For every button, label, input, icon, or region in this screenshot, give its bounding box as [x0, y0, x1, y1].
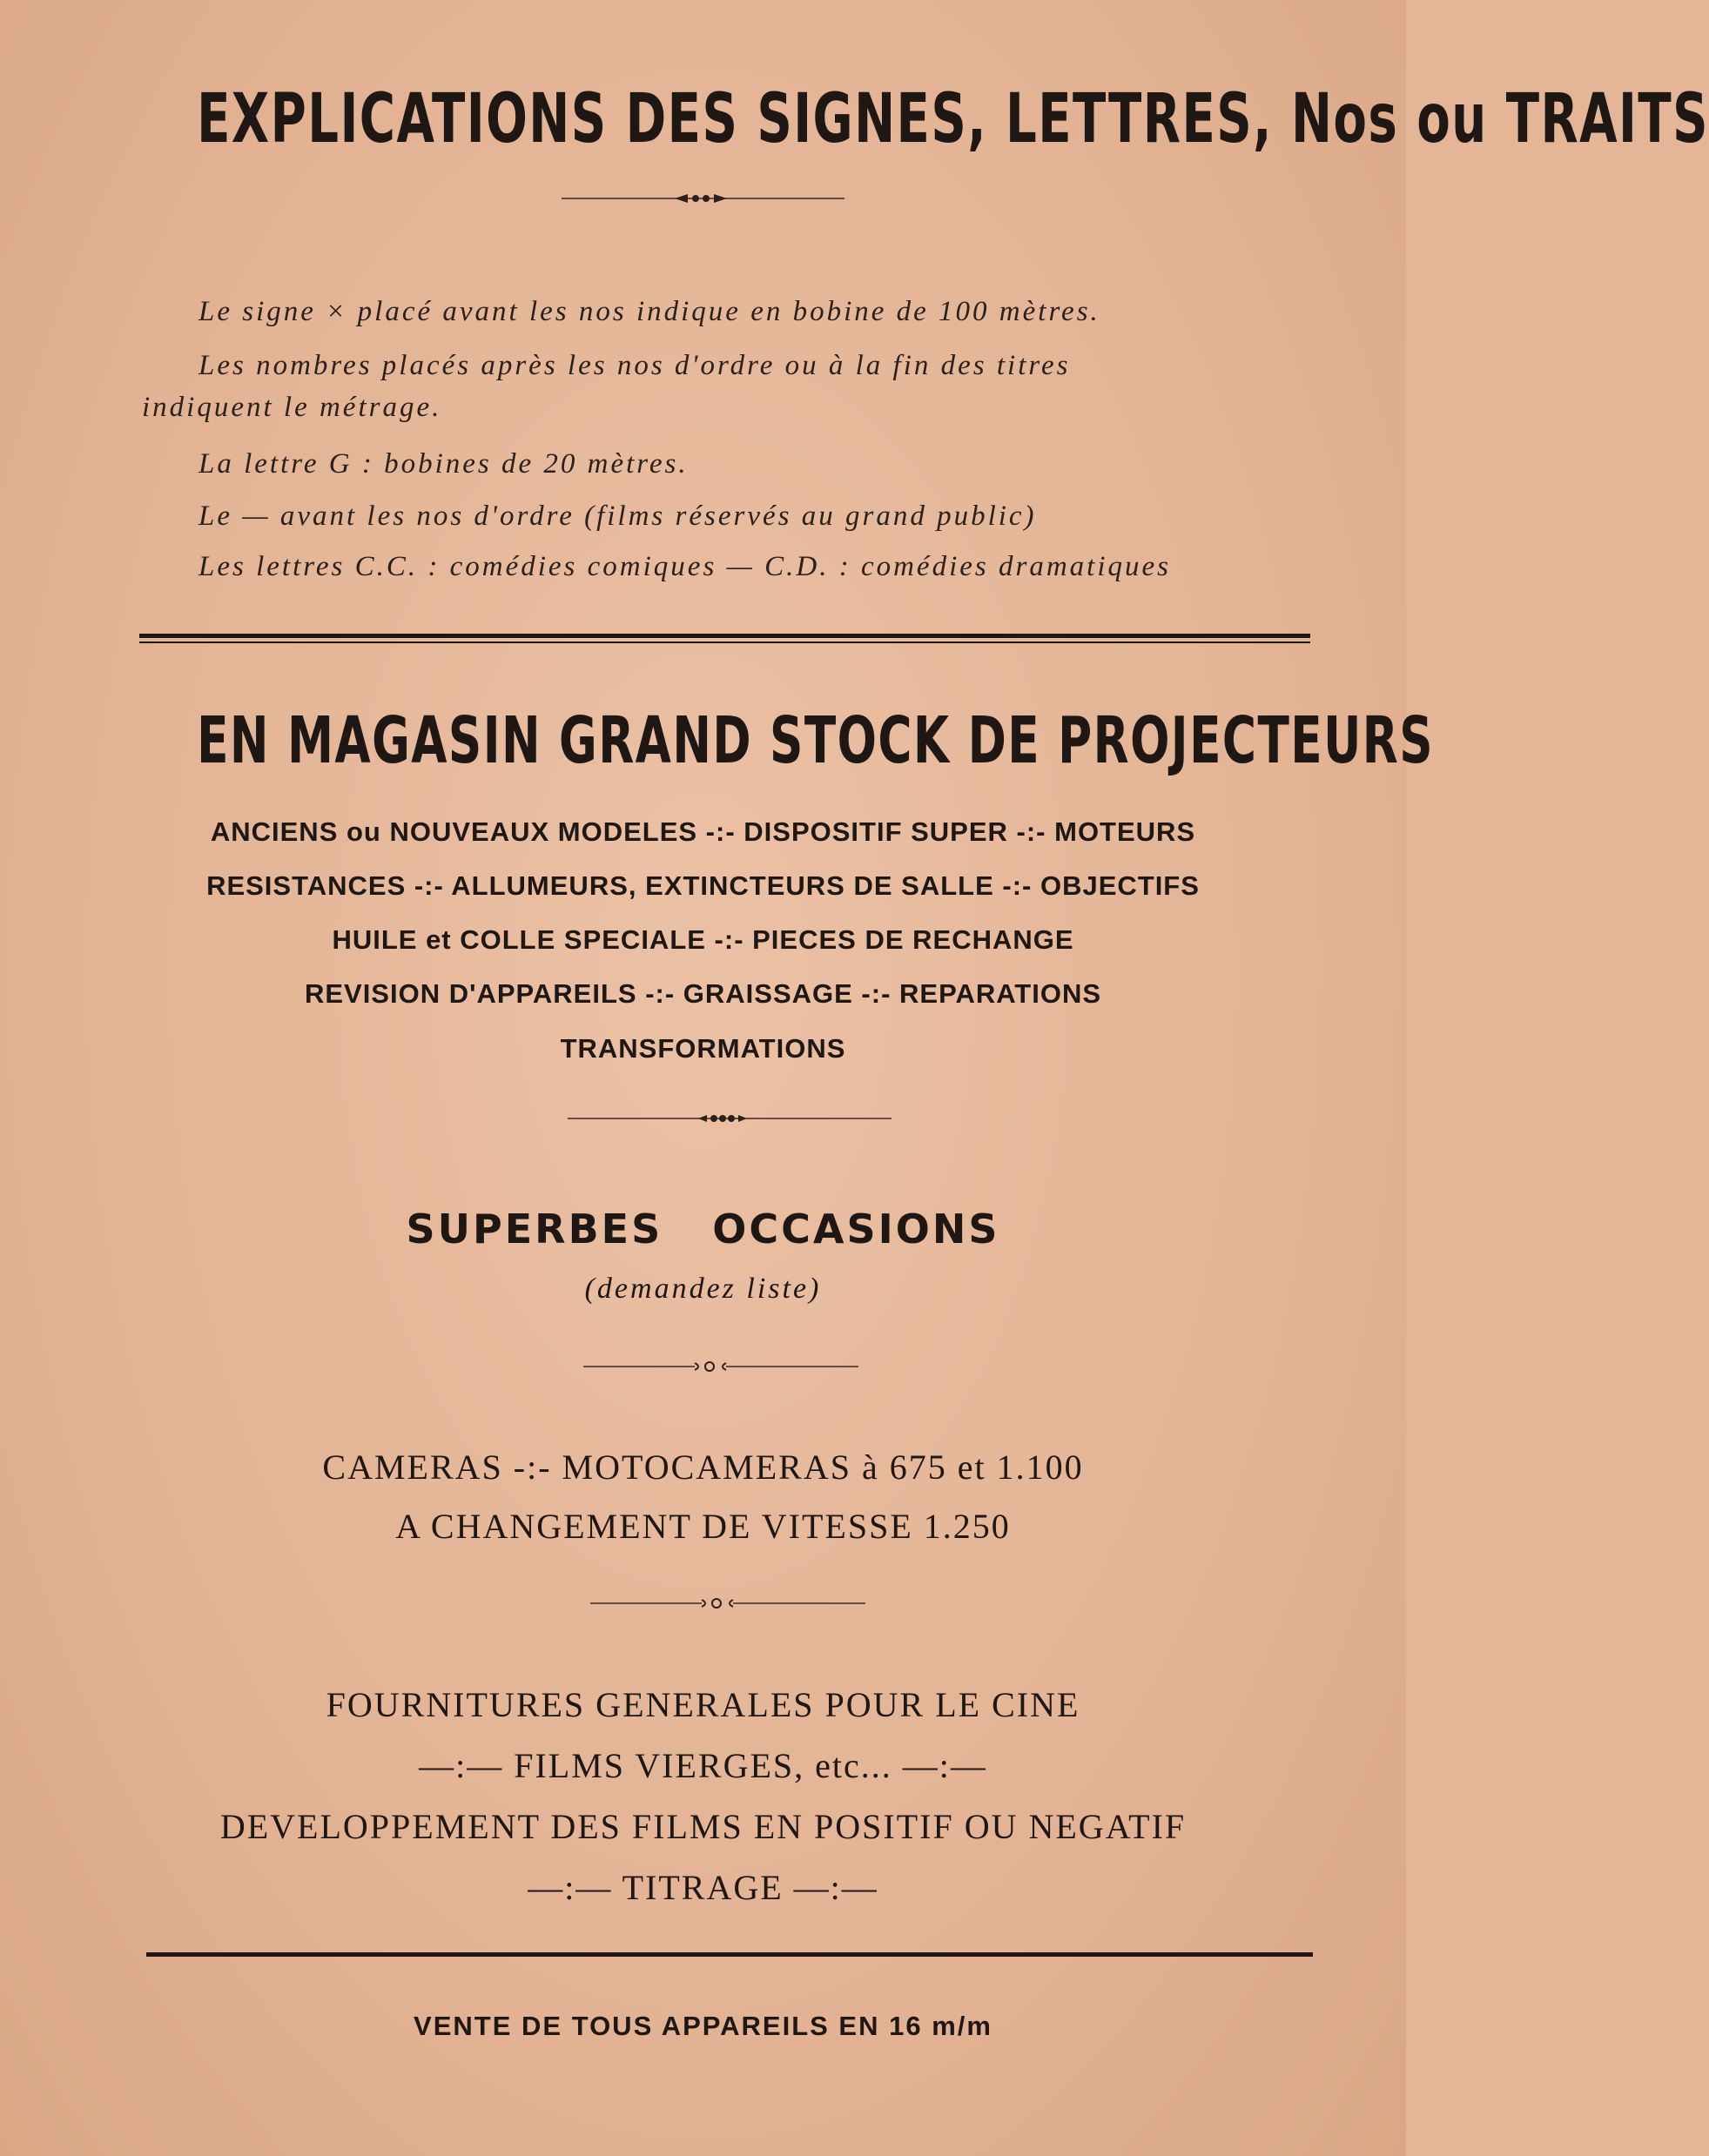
ornament-divider — [568, 1110, 892, 1127]
page-title: EXPLICATIONS DES SIGNES, LETTRES, Nos ou TRAITS — [197, 80, 1709, 158]
occasions-subtitle: (demandez liste) — [584, 1273, 822, 1305]
section-rule-thin — [139, 641, 1310, 643]
section-rule — [139, 634, 1310, 638]
stock-section — [0, 703, 1435, 778]
stock-line-5: TRANSFORMATIONS — [560, 1033, 846, 1064]
ornament-divider — [590, 1595, 865, 1612]
supplies-line-4: —:— TITRAGE —:— — [528, 1868, 878, 1907]
occasions-title: SUPERBES OCCASIONS — [406, 1206, 1000, 1253]
legend-line-2b: indiquent le métrage. — [142, 392, 442, 423]
legend-line-2a: Les nombres placés après les nos d'ordre ou à la fin des titres — [198, 350, 1071, 381]
ornament-divider — [562, 190, 844, 207]
legend-line-3: La lettre G : bobines de 20 mètres. — [198, 448, 689, 480]
stock-line-3: HUILE et COLLE SPECIALE -:- PIECES DE RECHANGE — [332, 924, 1074, 955]
stock-line-4: REVISION D'APPAREILS -:- GRAISSAGE -:- REPARATIONS — [304, 978, 1102, 1009]
legend-line-5: Les lettres C.C. : comédies comiques — C.D. : comédies dramatiques — [198, 551, 1171, 582]
legend-line-1: Le signe × placé avant les nos indique en bobine de 100 mètres. — [198, 296, 1100, 327]
header — [0, 80, 1709, 158]
footer-rule — [146, 1952, 1313, 1957]
cameras-line-1: CAMERAS -:- MOTOCAMERAS à 675 et 1.100 — [322, 1447, 1084, 1487]
stock-line-1: ANCIENS ou NOUVEAUX MODELES -:- DISPOSITIF SUPER -:- MOTEURS — [210, 816, 1196, 847]
stock-line-2: RESISTANCES -:- ALLUMEURS, EXTINCTEURS DE SALLE -:- OBJECTIFS — [206, 870, 1200, 901]
supplies-line-1: FOURNITURES GENERALES POUR LE CINE — [326, 1685, 1080, 1724]
supplies-line-2: —:— FILMS VIERGES, etc... —:— — [419, 1746, 987, 1785]
footer-text: VENTE DE TOUS APPAREILS EN 16 m/m — [414, 2011, 992, 2041]
stock-title: EN MAGASIN GRAND STOCK DE PROJECTEURS — [197, 703, 1435, 778]
cameras-line-2: A CHANGEMENT DE VITESSE 1.250 — [395, 1507, 1011, 1546]
ornament-divider — [583, 1358, 858, 1375]
supplies-line-3: DEVELOPPEMENT DES FILMS EN POSITIF OU NEGATIF — [219, 1807, 1187, 1846]
legend-line-4: Le — avant les nos d'ordre (films réservés au grand public) — [198, 500, 1037, 532]
